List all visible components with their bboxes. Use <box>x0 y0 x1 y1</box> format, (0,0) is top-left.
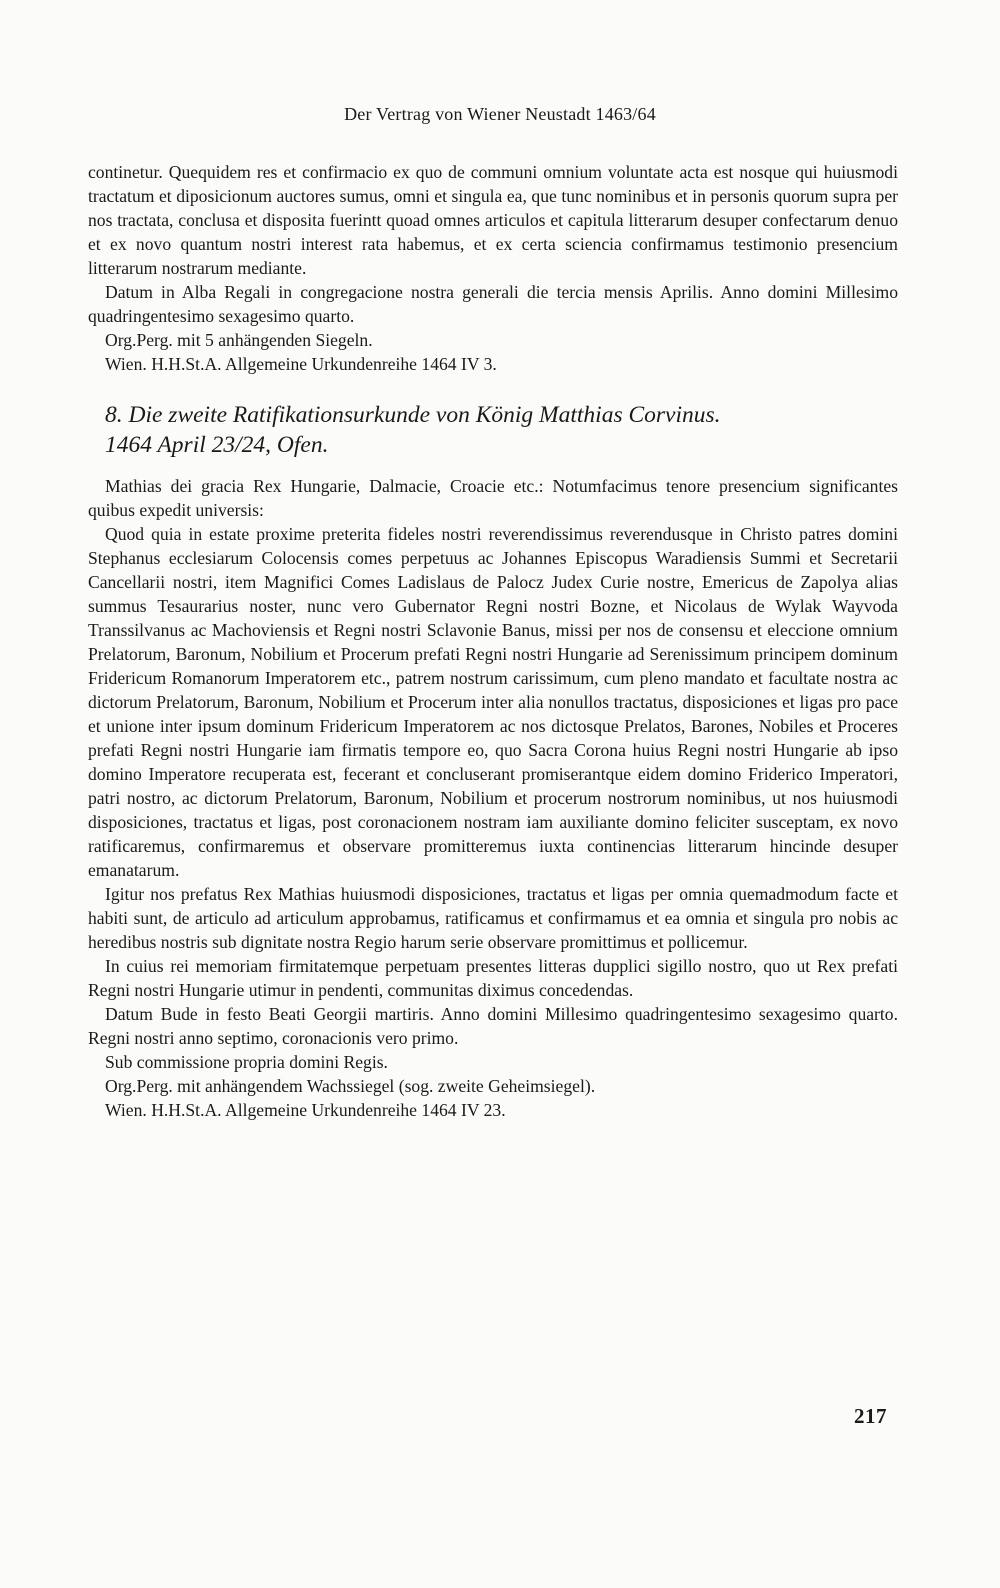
spacer <box>88 460 898 474</box>
running-head: Der Vertrag von Wiener Neustadt 1463/64 <box>344 104 656 124</box>
body-text <box>88 160 898 1122</box>
paragraph-continuation: continetur. Quequidem res et confirmacio ex quo de communi omnium voluntate acta est nosque qui huiusmodi tractatum et diposicionum auctores sumus, omni et singula ea, que tunc nominibus et in personis quorum supra per nos tractata, conclusa et disposita fuerintt quoad omnes articulos et capitula litterarum desuper confectarum denuo et ex novo quantum nostri interest rata habemus, et ex certa sciencia confirmamus testimonio presencium litterarum nostrarum mediante. <box>88 162 898 278</box>
paragraph-intitulatio: Mathias dei gracia Rex Hungarie, Dalmacie, Croacie etc.: Notumfacimus tenore presencium significantes quibus expedit universis: <box>88 476 898 520</box>
paragraph-original-note-2: Org.Perg. mit anhängendem Wachssiegel (sog. zweite Geheimsiegel). <box>105 1076 596 1096</box>
paragraph-datum: Datum Bude in festo Beati Georgii martiris. Anno domini Millesimo quadringentesimo sexagesimo quarto. Regni nostri anno septimo, coronacionis vero primo. <box>88 1004 898 1048</box>
paragraph-corroboratio: In cuius rei memoriam firmitatemque perpetuam presentes litteras dupplici sigillo nostro, quo ut Rex prefati Regni nostri Hungarie utimur in pendenti, communitas diximus concedendas. <box>88 956 898 1000</box>
section-heading <box>88 400 898 460</box>
page-number: 217 <box>854 1404 887 1428</box>
paragraph-archive-reference: Wien. H.H.St.A. Allgemeine Urkundenreihe 1464 IV 3. <box>105 354 497 374</box>
paragraph-archive-reference-2: Wien. H.H.St.A. Allgemeine Urkundenreihe 1464 IV 23. <box>105 1100 506 1120</box>
paragraph-dating: Datum in Alba Regali in congregacione nostra generali die tercia mensis Aprilis. Anno domini Millesimo quadringentesimo sexagesimo quarto. <box>88 282 898 326</box>
paragraph-narratio: Quod quia in estate proxime preterita fideles nostri reverendissimus reverendusque in Christo patres domini Stephanus ecclesiarum Colocensis comes perpetuus ac Johannes Episcopus Waradiensis Summi et Secretarii Cancellarii nostri, item Magnifici Comes Ladislaus de Palocz Judex Curie nostre, Emericus de Zapolya alias summus Tesaurarius noster, nunc vero Gubernator Regni nostri Bozne, et Nicolaus de Wylak Wayvoda Transsilvanus ac Machoviensis et Regni nostri Sclavonie Banus, missi per nos de consensu et eleccione omnium Prelatorum, Baronum, Nobilium et Procerum prefati Regni nostri Hungarie ad Serenissimum principem dominum Fridericum Romanorum Imperatorem etc., patrem nostrum carissimum, cum pleno mandato et facultate nostra ac dictorum Prelatorum, Baronum, Nobilium et Procerum inter alia nonullos tractatus, disposiciones et ligas pro pace et unione inter ipsum dominum Fridericum Imperatorem ac nos dictosque Prelatos, Barones, Nobiles et Proceres prefati Regni nostri Hungarie iam firmatis tempore eo, quo Sacra Corona huius Regni nostri Hungarie ab ipso domino Imperatore recuperata est, fecerant et concluserant promiserantque eidem domino Friderico Imperatori, patri nostro, ac dictorum Prelatorum, Baronum, Nobilium et procerum nostrorum nominibus, ut nos huiusmodi disposiciones, tractatus et ligas, post coronacionem nostram iam auxiliante domino feliciter susceptam, ex novo ratificaremus, confirmaremus et observare promitteremus iuxta continencias litterarum hincinde desuper emanatarum. <box>88 524 898 880</box>
paragraph-original-note: Org.Perg. mit 5 anhängenden Siegeln. <box>105 330 373 350</box>
section-date-place: 1464 April 23/24, Ofen. <box>105 432 329 458</box>
paragraph-dispositio: Igitur nos prefatus Rex Mathias huiusmodi disposiciones, tractatus et ligas per omnia quemadmodum facte et habiti sunt, de articulo ad articulum approbamus, ratificamus et confirmamus et ea omnia et singula pro nobis ac heredibus nostris sub dignitate nostra Regio harum serie observare promittimus et pollicemur. <box>88 884 898 952</box>
paragraph-commission: Sub commissione propria domini Regis. <box>105 1052 388 1072</box>
section-title: 8. Die zweite Ratifikationsurkunde von König Matthias Corvinus. <box>105 402 721 428</box>
